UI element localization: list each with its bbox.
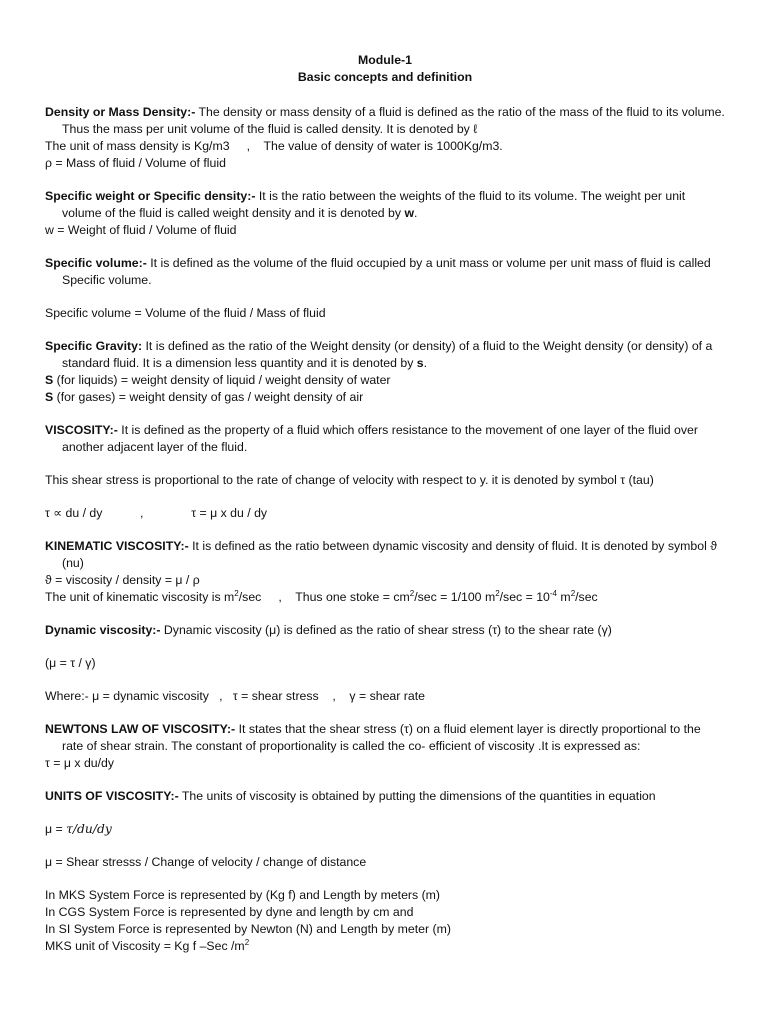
specific-gravity-gases	[45, 389, 725, 406]
units-formula-a: μ =	[45, 822, 67, 836]
liquids-text: (for liquids) = weight density of liquid / weight density of water	[53, 373, 391, 387]
specific-gravity-definition	[45, 338, 725, 372]
specific-volume-formula: Specific volume = Volume of the fluid / Mass of fluid	[45, 306, 326, 320]
units-formula	[45, 821, 725, 838]
kinematic-definition	[45, 538, 725, 572]
kinematic-text: It is defined as the ratio between dynamic viscosity and density of fluid. It is denoted by symbol ϑ (nu)	[62, 539, 717, 570]
density-formula: ρ = Mass of fluid / Volume of fluid	[45, 156, 226, 170]
units-label: UNITS OF VISCOSITY:-	[45, 789, 179, 803]
density-label: Density or Mass Density:-	[45, 105, 196, 119]
specific-gravity-label: Specific Gravity:	[45, 339, 143, 353]
newton-label: NEWTONS LAW OF VISCOSITY:-	[45, 722, 236, 736]
dynamic-label: Dynamic viscosity:-	[45, 623, 161, 637]
viscosity-text: It is defined as the property of a fluid which offers resistance to the movement of one layer of the fluid over another adjacent layer of the fluid.	[62, 423, 698, 454]
units-definition	[45, 788, 725, 805]
specific-weight-label: Specific weight or Specific density:-	[45, 189, 256, 203]
units-si: In SI System Force is represented by Newton (N) and Length by meter (m)	[45, 922, 451, 936]
sup-2-b: 2	[409, 588, 415, 598]
specific-gravity-period: .	[423, 356, 428, 370]
units-mks-unit-text: MKS unit of Viscosity = Kg f –Sec /m	[45, 939, 245, 953]
kinematic-unit-a: The unit of kinematic viscosity is m	[45, 590, 235, 604]
density-unit-line: The unit of mass density is Kg/m3 , The value of density of water is 1000Kg/m3.	[45, 139, 503, 153]
units-mks-sup: 2	[244, 937, 250, 947]
dynamic-formula: (μ = τ / γ)	[45, 656, 96, 670]
kinematic-unit-line	[45, 589, 725, 606]
units-cgs: In CGS System Force is represented by dyne and length by cm and	[45, 905, 414, 919]
units-mks-unit	[45, 938, 725, 955]
specific-gravity-liquids	[45, 372, 725, 389]
specific-volume-text: It is defined as the volume of the fluid occupied by a unit mass or volume per unit mass of fluid is called Specific volume.	[62, 256, 711, 287]
units-mks: In MKS System Force is represented by (Kg f) and Length by meters (m)	[45, 888, 441, 902]
kinematic-unit-c: /sec = 1/100 m	[414, 590, 496, 604]
dynamic-definition	[45, 622, 725, 639]
kinematic-label: KINEMATIC VISCOSITY:-	[45, 539, 189, 553]
dynamic-where: Where:- μ = dynamic viscosity , τ = shear stress , γ = shear rate	[45, 689, 425, 703]
kinematic-unit-b: /sec , Thus one stoke = cm	[238, 590, 410, 604]
kinematic-unit-f: /sec	[575, 590, 598, 604]
dynamic-text: Dynamic viscosity (μ) is defined as the ratio of shear stress (τ) to the shear rate (γ)	[160, 623, 612, 637]
module-heading: Module-1	[358, 53, 412, 67]
newton-text: It states that the shear stress (τ) on a fluid element layer is directly proportional to the rate of shear strain. The constant of proportionality is called the co- efficient of viscosity .It is expressed as:	[62, 722, 701, 753]
viscosity-label: VISCOSITY:-	[45, 423, 118, 437]
specific-gravity-symbol: s	[416, 356, 424, 370]
units-shear-def: μ = Shear stresss / Change of velocity / change of distance	[45, 855, 367, 869]
specific-volume-label: Specific volume:-	[45, 256, 147, 270]
sup-neg4: -4	[549, 588, 558, 598]
newton-formula: τ = μ x du/dy	[45, 756, 115, 770]
page-title: Basic concepts and definition	[297, 70, 473, 84]
sup-2-d: 2	[570, 588, 576, 598]
shear-stress-line: This shear stress is proportional to the rate of change of velocity with respect to y. it is denoted by symbol τ (tau)	[45, 473, 654, 487]
liquids-symbol: S	[45, 373, 54, 387]
gases-symbol: S	[45, 390, 54, 404]
units-formula-b: τ/du/dy	[66, 822, 112, 836]
viscosity-definition	[45, 422, 725, 456]
sup-2-a: 2	[234, 588, 239, 598]
newton-definition	[45, 721, 725, 755]
kinematic-unit-d: /sec = 10	[499, 590, 550, 604]
units-text: The units of viscosity is obtained by putting the dimensions of the quantities in equation	[178, 789, 656, 803]
density-definition	[45, 104, 725, 138]
kinematic-formula: ϑ = viscosity / density = μ / ρ	[45, 573, 200, 587]
specific-weight-period: .	[414, 206, 418, 220]
sup-2-c: 2	[495, 588, 500, 598]
density-text: The density or mass density of a fluid is defined as the ratio of the mass of the fluid to its volume. Thus the mass per unit volume of the fluid is called density. It is denoted by ℓ	[62, 105, 725, 136]
gases-text: (for gases) = weight density of gas / weight density of air	[53, 390, 364, 404]
specific-volume-definition	[45, 255, 725, 289]
specific-weight-definition	[45, 188, 725, 222]
viscosity-proportionality: τ ∝ du / dy , τ = μ x du / dy	[45, 506, 268, 520]
kinematic-unit-e: m	[557, 590, 571, 604]
specific-gravity-text: It is defined as the ratio of the Weight density (or density) of a fluid to the Weight density (or density) of a standard fluid. It is a dimension less quantity and it is denoted by	[62, 339, 713, 370]
specific-weight-text: It is the ratio between the weights of the fluid to its volume. The weight per unit volume of the fluid is called weight density and it is denoted by	[62, 189, 686, 220]
document-page	[45, 52, 725, 955]
specific-weight-symbol: w	[404, 206, 415, 220]
specific-weight-formula: w = Weight of fluid / Volume of fluid	[45, 223, 237, 237]
